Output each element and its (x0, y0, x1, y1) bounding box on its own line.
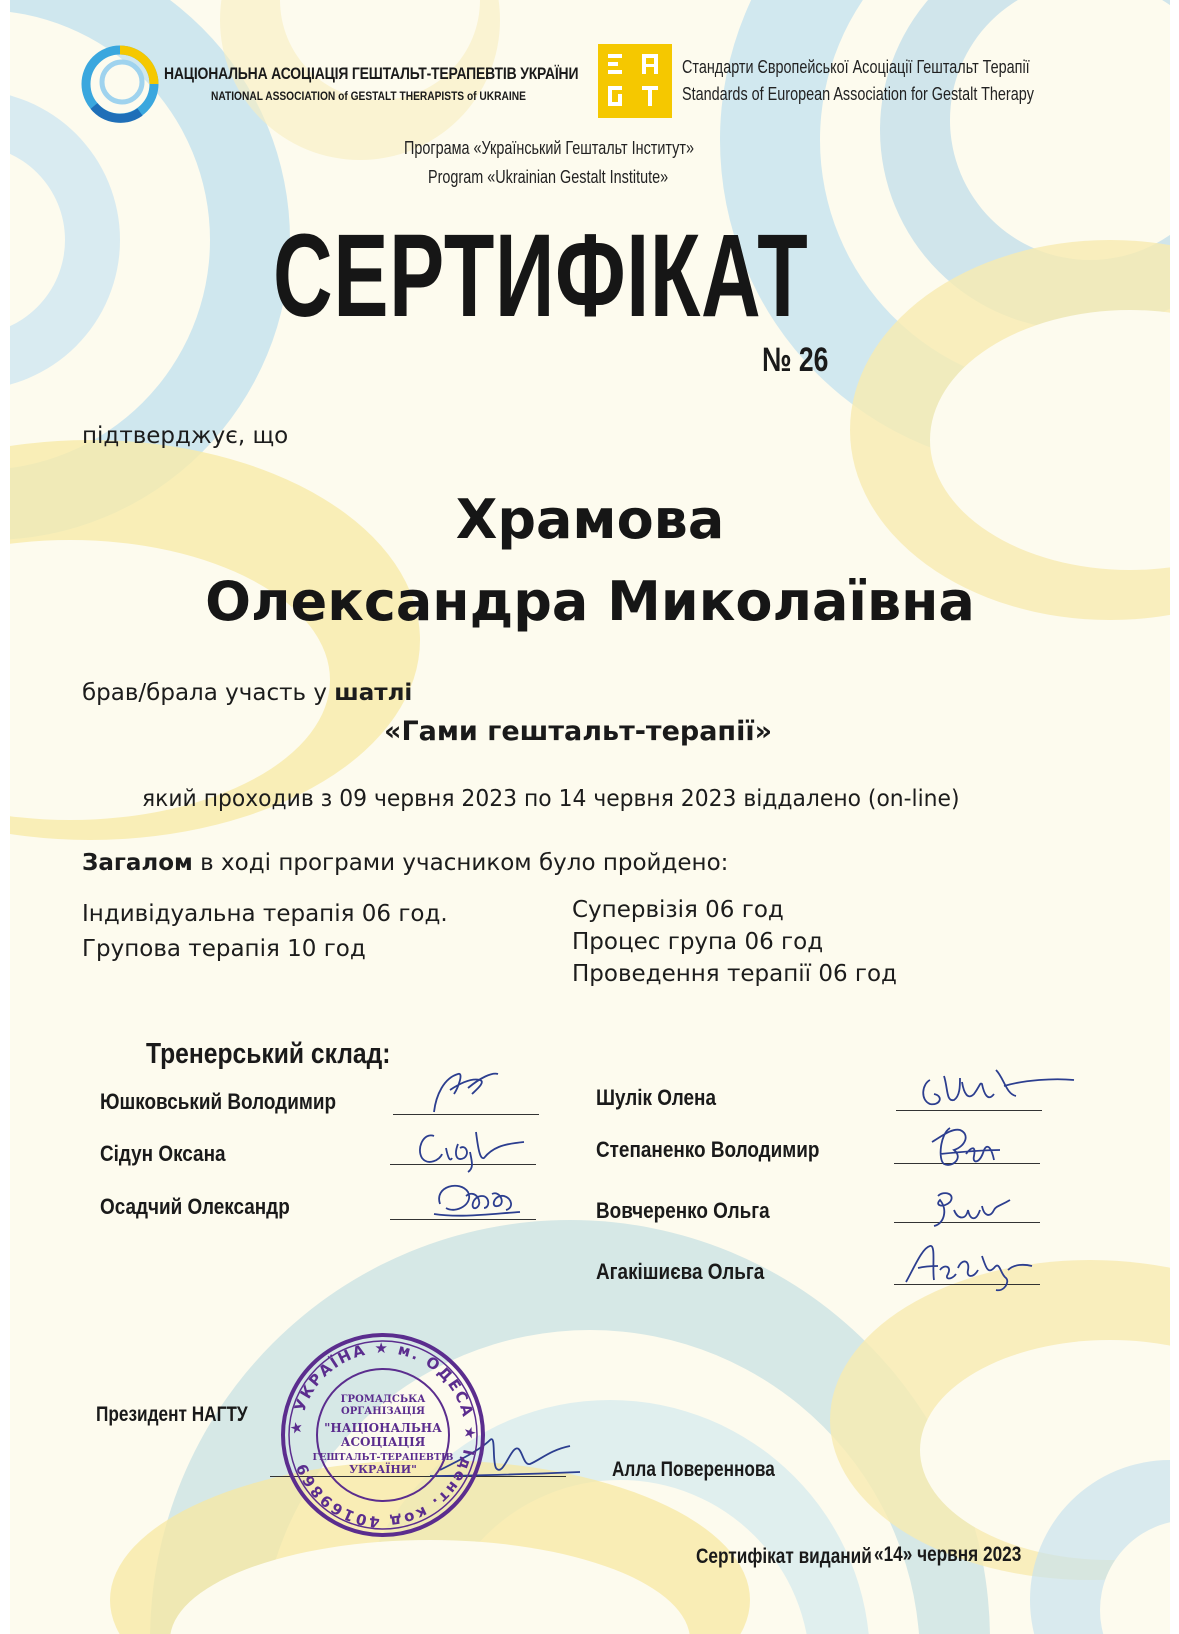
certificate-title: СЕРТИФІКАТ (273, 210, 809, 342)
summary-line (82, 850, 728, 876)
president-name: Алла Повереннова (612, 1458, 775, 1481)
signature-stepanenko (910, 1120, 1020, 1172)
issued-date: «14» червня 2023 (874, 1543, 1022, 1566)
hours-process-group: Процес група 06 год (572, 929, 824, 955)
issued-label: Сертифікат виданий (696, 1545, 872, 1568)
signature-shulik (904, 1060, 1084, 1120)
standards-en: Standards of European Association for Gestalt Therapy (682, 84, 1034, 104)
course-dates: який проходив з 09 червня 2023 по 14 червня 2023 віддалено (on-line) (142, 786, 960, 812)
recipient-given-names: Олександра Миколаївна (205, 570, 975, 633)
participation-prefix: брав/брала участь у (82, 680, 335, 706)
hours-individual: Індивідуальна терапія 06 год. (82, 901, 448, 927)
stamp-ring-text: ★ УКРАЇНА ★ м. ОДЕСА ★ Ідент. код 40169869 (286, 1338, 480, 1532)
hours-group: Групова терапія 10 год (82, 936, 366, 962)
president-label: Президент НАГТУ (96, 1403, 248, 1426)
association-logo-icon (80, 44, 162, 124)
stamp-line-3: "НАЦІОНАЛЬНА (324, 1421, 442, 1435)
certificate (10, 0, 1170, 1634)
recipient-surname: Храмова (455, 488, 725, 551)
standards-ua: Стандарти Європейської Асоціації Гештальт Терапії (682, 57, 1030, 77)
eagt-logo-icon (598, 44, 672, 118)
trainer-left-3: Осадчий Олександр (100, 1194, 290, 1219)
hours-conducting-therapy: Проведення терапії 06 год (572, 961, 897, 987)
trainer-left-1: Юшковський Володимир (100, 1089, 337, 1114)
trainer-right-2: Степаненко Володимир (596, 1137, 820, 1162)
hours-supervision: Супервізія 06 год (572, 897, 784, 923)
certificate-number: № 26 (762, 341, 829, 379)
event-type: шатлі (334, 680, 413, 706)
program-en: Program «Ukrainian Gestalt Institute» (428, 167, 669, 187)
stamp-line-4: АСОЦІАЦІЯ (340, 1435, 426, 1449)
stamp-line-5: ГЕШТАЛЬТ-ТЕРАПЕВТІВ (312, 1452, 454, 1463)
trainer-right-1: Шулік Олена (596, 1085, 716, 1110)
summary-bold: Загалом (82, 850, 193, 876)
stamp-line-2: ОРГАНІЗАЦІЯ (341, 1406, 425, 1417)
participation-line (82, 680, 412, 706)
confirms-text: підтверджує, що (82, 423, 289, 449)
course-title: «Гами гештальт-терапії» (384, 716, 773, 747)
trainers-heading: Тренерський склад: (146, 1038, 391, 1070)
signature-sidun (406, 1118, 536, 1178)
stamp-line-6: УКРАЇНИ" (349, 1463, 417, 1476)
organization-stamp (278, 1330, 488, 1540)
association-name-ua: НАЦІОНАЛЬНА АСОЦІАЦІЯ ГЕШТАЛЬТ-ТЕРАПЕВТІВ УКРАЇНИ (164, 64, 579, 83)
trainer-right-3: Вовчеренко Ольга (596, 1198, 770, 1223)
trainer-left-2: Сідун Оксана (100, 1141, 226, 1166)
signature-vovcherenko (910, 1180, 1030, 1234)
summary-rest: в ході програми учасником було пройдено: (192, 850, 729, 876)
association-name-en: NATIONAL ASSOCIATION of GESTALT THERAPISTS of UKRAINE (211, 89, 526, 103)
signature-osadchyi (420, 1174, 530, 1224)
signature-yushkovskyi (406, 1060, 516, 1120)
program-ua: Програма «Український Гештальт Інститут» (404, 138, 694, 158)
stamp-line-1: ГРОМАДСЬКА (340, 1394, 426, 1405)
trainer-right-4: Агакішиєва Ольга (596, 1259, 765, 1284)
signature-agakishieva (896, 1238, 1046, 1298)
